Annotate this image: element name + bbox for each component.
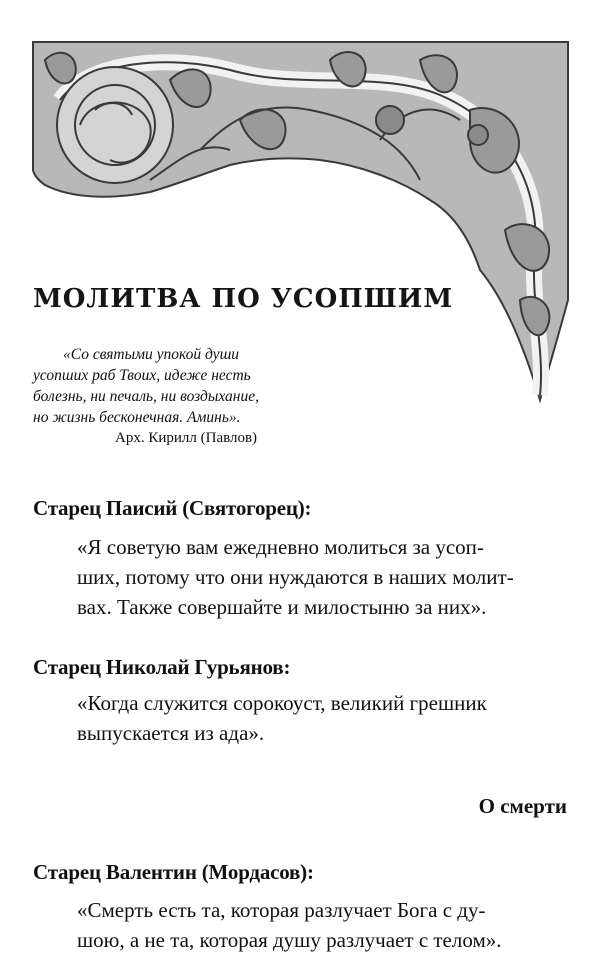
- quote-block: [77, 532, 567, 622]
- quote-line: ших, потому что они нуждаются в наших молит-: [77, 565, 514, 589]
- epigraph-line: болезнь, ни печаль, ни воздыхание,: [33, 388, 259, 405]
- quote-line: вах. Также совершайте и милостыню за них».: [77, 595, 487, 619]
- quote-line: «Я советую вам ежедневно молиться за усоп-: [77, 535, 484, 559]
- page-title: МОЛИТВА ПО УСОПШИМ: [33, 284, 454, 314]
- speaker-heading: Старец Николай Гурьянов:: [33, 655, 291, 679]
- quote-line: «Смерть есть та, которая разлучает Бога с ду-: [77, 898, 486, 922]
- epigraph-line: усопших раб Твоих, идеже несть: [33, 367, 251, 384]
- epigraph-author: Арх. Кирилл (Павлов): [115, 430, 258, 446]
- quote-block: [77, 895, 567, 955]
- quote-block: [77, 688, 567, 748]
- speaker-heading: Старец Валентин (Мордасов):: [33, 860, 314, 884]
- epigraph-line: но жизнь бесконечная. Аминь».: [33, 409, 241, 426]
- speaker-heading: Старец Паисий (Святогорец):: [33, 496, 312, 520]
- quote-line: «Когда служится сорокоуст, великий грешник: [77, 691, 487, 715]
- quote-line: выпускается из ада».: [77, 721, 265, 745]
- section-title: О смерти: [478, 794, 567, 818]
- quote-line: шою, а не та, которая душу разлучает с телом».: [77, 928, 502, 952]
- epigraph: [33, 344, 281, 428]
- epigraph-line: «Со святыми упокой души: [63, 346, 240, 363]
